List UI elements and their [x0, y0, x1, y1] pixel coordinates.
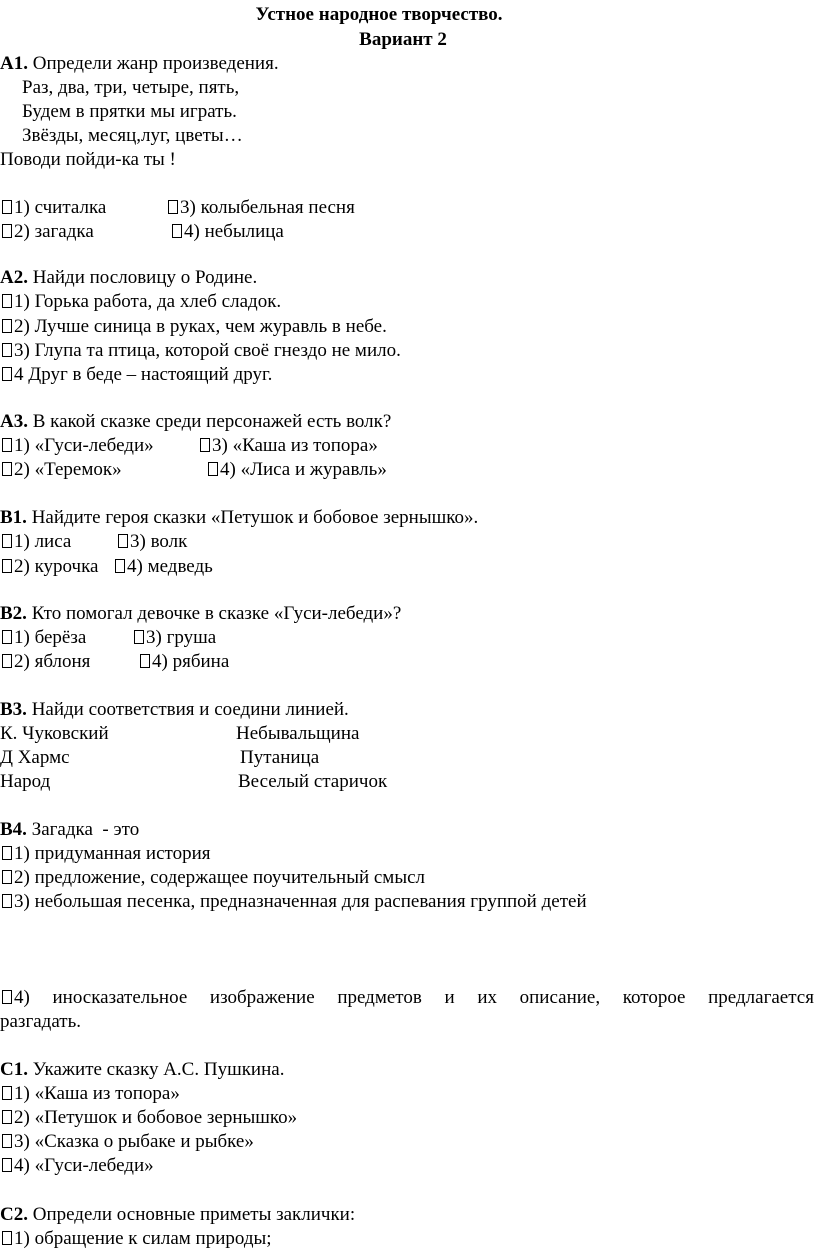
checkbox[interactable] — [2, 1158, 12, 1172]
option-label: 3) «Сказка о рыбаке и рыбке» — [14, 1131, 254, 1152]
answer-option[interactable] — [2, 1106, 297, 1130]
option-word: предметов — [337, 987, 422, 1008]
checkbox[interactable] — [2, 1110, 12, 1124]
option-label: 4) небылица — [184, 221, 284, 242]
answer-option[interactable] — [208, 458, 387, 482]
option-label: 2) загадка — [14, 221, 94, 242]
option-word: предлагается — [708, 987, 814, 1008]
checkbox[interactable] — [140, 654, 150, 668]
checkbox[interactable] — [2, 224, 12, 238]
match-right-item[interactable]: Небывальщина — [236, 723, 360, 744]
option-label: 1) лиса — [14, 531, 72, 552]
question-c1-text: Укажите сказку А.С. Пушкина. — [27, 1059, 285, 1080]
checkbox[interactable] — [2, 462, 12, 476]
option-label: 1) берёза — [14, 627, 87, 648]
option-label: 3) «Каша из топора» — [212, 435, 378, 456]
option-label: 1) Горька работа, да хлеб сладок. — [14, 291, 282, 312]
checkbox[interactable] — [200, 438, 210, 452]
option-label: 3) волк — [130, 531, 188, 552]
checkbox[interactable] — [2, 654, 12, 668]
question-b2-label: В2. — [0, 603, 27, 624]
checkbox[interactable] — [208, 462, 218, 476]
question-c1 — [0, 1058, 284, 1082]
question-a3-label: А3. — [0, 411, 28, 432]
poem-line: Звёзды, месяц,луг, цветы… — [22, 125, 243, 146]
answer-option[interactable] — [2, 434, 154, 458]
answer-option[interactable] — [2, 315, 387, 339]
match-left-item[interactable]: К. Чуковский — [0, 723, 109, 744]
answer-option[interactable] — [118, 530, 187, 554]
checkbox[interactable] — [168, 200, 178, 214]
poem-line: Раз, два, три, четыре, пять, — [22, 77, 240, 98]
answer-option[interactable] — [2, 530, 71, 554]
answer-option[interactable] — [2, 986, 814, 1010]
checkbox[interactable] — [2, 438, 12, 452]
answer-option[interactable] — [172, 220, 284, 244]
checkbox[interactable] — [2, 559, 12, 573]
answer-option[interactable] — [134, 626, 216, 650]
answer-option[interactable] — [2, 363, 272, 387]
option-word: и — [444, 987, 455, 1008]
checkbox[interactable] — [2, 319, 12, 333]
option-label: 4) рябина — [152, 651, 230, 672]
question-c2 — [0, 1203, 355, 1227]
answer-option[interactable] — [2, 1082, 180, 1106]
option-label: 2) «Петушок и бобовое зернышко» — [14, 1107, 298, 1128]
option-word: 4) — [14, 987, 30, 1008]
answer-option[interactable] — [200, 434, 378, 458]
match-left-item[interactable]: Народ — [0, 771, 51, 792]
question-b3 — [0, 698, 349, 722]
checkbox[interactable] — [2, 367, 12, 381]
option-word: их — [477, 987, 497, 1008]
checkbox[interactable] — [2, 200, 12, 214]
poem-line: Будем в прятки мы играть. — [22, 101, 237, 122]
question-b4-text: Загадка - это — [26, 819, 140, 840]
checkbox[interactable] — [2, 534, 12, 548]
option-label: 2) «Теремок» — [14, 459, 122, 480]
option-word: которое — [622, 987, 686, 1008]
option-label: 1) считалка — [14, 197, 107, 218]
option-label: 2) Лучше синица в руках, чем журавль в небе. — [14, 316, 387, 337]
checkbox[interactable] — [2, 1086, 12, 1100]
option-word: описание, — [519, 987, 601, 1008]
answer-option[interactable] — [2, 650, 90, 674]
option-label: 4) «Лиса и журавль» — [220, 459, 387, 480]
answer-option[interactable] — [2, 1227, 272, 1251]
checkbox[interactable] — [118, 534, 128, 548]
answer-option[interactable] — [2, 220, 94, 244]
option-label: 3) груша — [146, 627, 217, 648]
question-c1-label: С1. — [0, 1059, 28, 1080]
answer-option[interactable] — [2, 290, 281, 314]
answer-option[interactable] — [2, 1130, 254, 1154]
question-a1 — [0, 52, 279, 76]
question-a1-label: А1. — [0, 53, 28, 74]
option-label: 2) предложение, содержащее поучительный смысл — [14, 867, 426, 888]
option-continuation: разгадать. — [0, 1011, 81, 1032]
question-a3-text: В какой сказке среди персонажей есть волк? — [27, 411, 392, 432]
answer-option[interactable] — [2, 842, 210, 866]
answer-option[interactable] — [2, 458, 122, 482]
answer-option[interactable] — [115, 555, 213, 579]
checkbox[interactable] — [2, 1231, 12, 1245]
question-a2-text: Найди пословицу о Родине. — [27, 267, 258, 288]
option-label: 4) «Гуси-лебеди» — [14, 1155, 154, 1176]
option-label: 1) придуманная история — [14, 843, 211, 864]
poem-line: Поводи пойди-ка ты ! — [0, 149, 176, 170]
option-label: 3) колыбельная песня — [180, 197, 355, 218]
checkbox[interactable] — [2, 870, 12, 884]
answer-option[interactable] — [2, 339, 401, 363]
checkbox[interactable] — [115, 559, 125, 573]
checkbox[interactable] — [2, 294, 12, 308]
option-label: 2) яблоня — [14, 651, 91, 672]
answer-option[interactable] — [140, 650, 229, 674]
checkbox[interactable] — [2, 894, 12, 908]
question-b2-text: Кто помогал девочке в сказке «Гуси-лебеди»? — [26, 603, 402, 624]
match-right-item[interactable]: Путаница — [240, 747, 320, 768]
checkbox[interactable] — [2, 846, 12, 860]
answer-option[interactable] — [2, 1154, 154, 1178]
answer-option[interactable] — [2, 555, 98, 579]
question-b1-text: Найдите героя сказки «Петушок и бобовое зернышко». — [26, 507, 479, 528]
option-label: 4) медведь — [127, 556, 213, 577]
question-a1-text: Определи жанр произведения. — [27, 53, 279, 74]
option-label: 1) обращение к силам природы; — [14, 1228, 272, 1249]
checkbox[interactable] — [134, 630, 144, 644]
match-left-item[interactable]: Д Хармс — [0, 747, 70, 768]
option-4-start — [2, 986, 30, 1010]
option-label: 2) курочка — [14, 556, 99, 577]
checkbox[interactable] — [2, 1134, 12, 1148]
question-a3 — [0, 410, 391, 434]
page-title: Устное народное творчество. — [255, 4, 503, 25]
answer-option[interactable] — [2, 196, 106, 220]
checkbox[interactable] — [2, 630, 12, 644]
question-b4-label: В4. — [0, 819, 27, 840]
checkbox[interactable] — [172, 224, 182, 238]
question-c2-text: Определи основные приметы заклички: — [27, 1204, 356, 1225]
question-b3-text: Найди соответствия и соедини линией. — [26, 699, 349, 720]
question-b4 — [0, 818, 139, 842]
option-word: иносказательное — [52, 987, 188, 1008]
checkbox[interactable] — [2, 990, 12, 1004]
answer-option[interactable] — [2, 866, 425, 890]
option-label: 3) небольшая песенка, предназначенная для распевания группой детей — [14, 891, 587, 912]
question-a2 — [0, 266, 257, 290]
checkbox[interactable] — [2, 343, 12, 357]
option-word: изображение — [209, 987, 315, 1008]
match-right-item[interactable]: Веселый старичок — [238, 771, 388, 792]
question-a2-label: А2. — [0, 267, 28, 288]
option-label: 4 Друг в беде – настоящий друг. — [14, 364, 273, 385]
answer-option[interactable] — [2, 890, 587, 914]
answer-option[interactable] — [2, 626, 86, 650]
option-label: 3) Глупа та птица, которой своё гнездо не мило. — [14, 340, 401, 361]
question-b1-label: В1. — [0, 507, 27, 528]
question-c2-label: С2. — [0, 1204, 28, 1225]
question-b3-label: В3. — [0, 699, 27, 720]
question-b1 — [0, 506, 478, 530]
variant-heading: Вариант 2 — [359, 29, 447, 50]
question-b2 — [0, 602, 401, 626]
option-label: 1) «Гуси-лебеди» — [14, 435, 154, 456]
answer-option[interactable] — [168, 196, 355, 220]
option-label: 1) «Каша из топора» — [14, 1083, 180, 1104]
